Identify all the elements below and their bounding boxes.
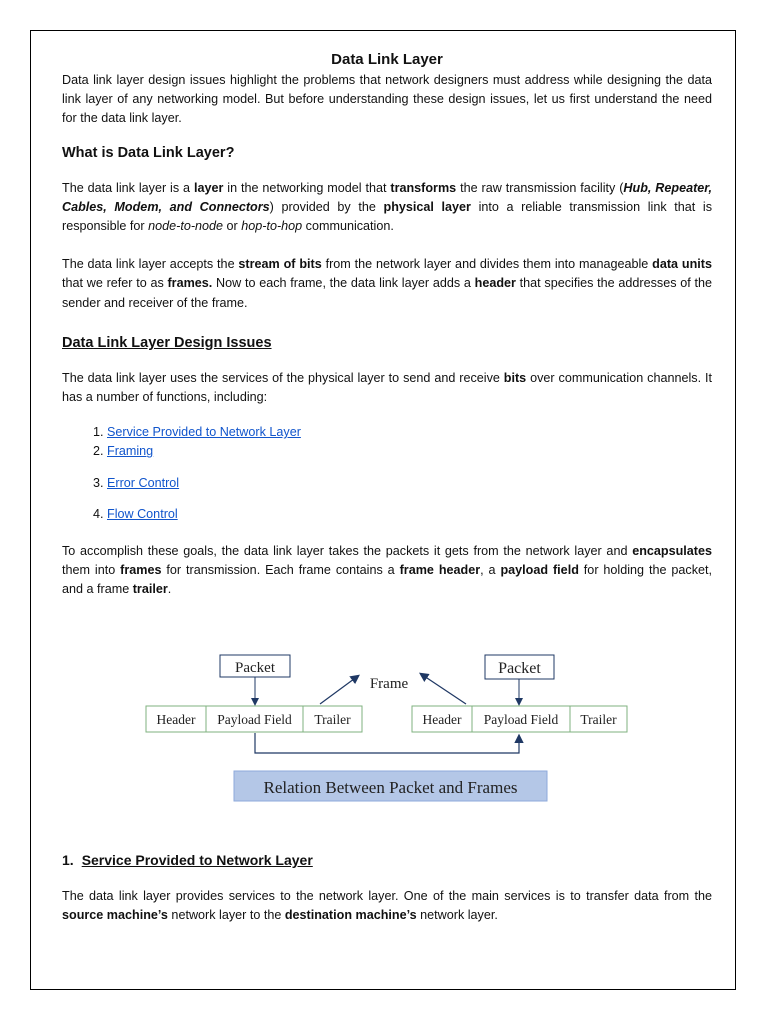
header-label-right: Header [422,712,462,727]
paragraph-service-provided: The data link layer provides services to the network layer. One of the main services is to transfer data from the source machine’s network layer to the destination machine’s network layer. [62,888,712,922]
paragraph-encapsulation: To accomplish these goals, the data link layer takes the packets it gets from the network layer and encapsulates them into frames for transmission. Each frame contains a frame header, a payload field for holding the packet, and a frame trailer. [62,544,712,597]
payload-label-right: Payload Field [483,712,559,727]
section-heading-service: 1. Service Provided to Network Layer [62,851,313,868]
link-framing[interactable]: Framing [107,444,154,459]
frame-right [412,706,627,732]
intro-paragraph: Data link layer design issues highlight the problems that network designers must address while designing the data link layer of any networking model. But before understanding these design issues, let us first understand the need for the data link layer. [62,73,712,126]
paragraph-definition: The data link layer is a layer in the networking model that transforms the raw transmission facility (Hub, Repeater, Cables, Modem, and Connectors) provided by the physical layer into a reliable transmission link that is responsible for node-to-node or hop-to-hop communication. [62,180,713,234]
connector-line [255,733,519,753]
header-label-left: Header [156,712,196,727]
link-service-provided[interactable]: Service Provided to Network Layer [107,425,301,440]
document-content [62,49,712,925]
packet-box-left [220,655,290,677]
packet-label-left: Packet [235,660,275,676]
page-title: Data Link Layer [331,51,443,68]
link-error-control[interactable]: Error Control [107,475,180,490]
list-item [107,474,712,493]
paragraph-services: The data link layer uses the services of the physical layer to send and receive bits over communication channels. It has a number of functions, including: [62,370,712,405]
section-heading-design-issues: Data Link Layer Design Issues [62,334,272,351]
list-item [107,442,712,461]
arrow-to-frame-right [421,674,466,704]
packet-box-right [485,655,554,679]
paragraph-frames: The data link layer accepts the stream of bits from the network layer and divides them into manageable data units that we refer to as frames. Now to each frame, the data link layer adds a header that specifies the addresses of the sender and receiver of the frame. [62,257,712,310]
section-heading-what-is: What is Data Link Layer? [62,144,235,161]
trailer-label-right: Trailer [580,712,617,727]
document-page [30,30,736,990]
list-item [107,423,712,442]
list-item [107,505,712,524]
frame-left [146,706,362,732]
packet-label-right: Packet [498,660,541,677]
payload-label-left: Payload Field [217,712,292,727]
packet-frame-diagram [62,606,712,826]
frame-label: Frame [369,676,409,692]
arrow-to-frame-left [320,676,358,704]
caption-text: Relation Between Packet and Frames [263,778,518,797]
design-issues-list [62,423,712,524]
diagram-caption [234,771,547,801]
link-flow-control[interactable]: Flow Control [107,506,178,521]
trailer-label-left: Trailer [314,712,351,727]
